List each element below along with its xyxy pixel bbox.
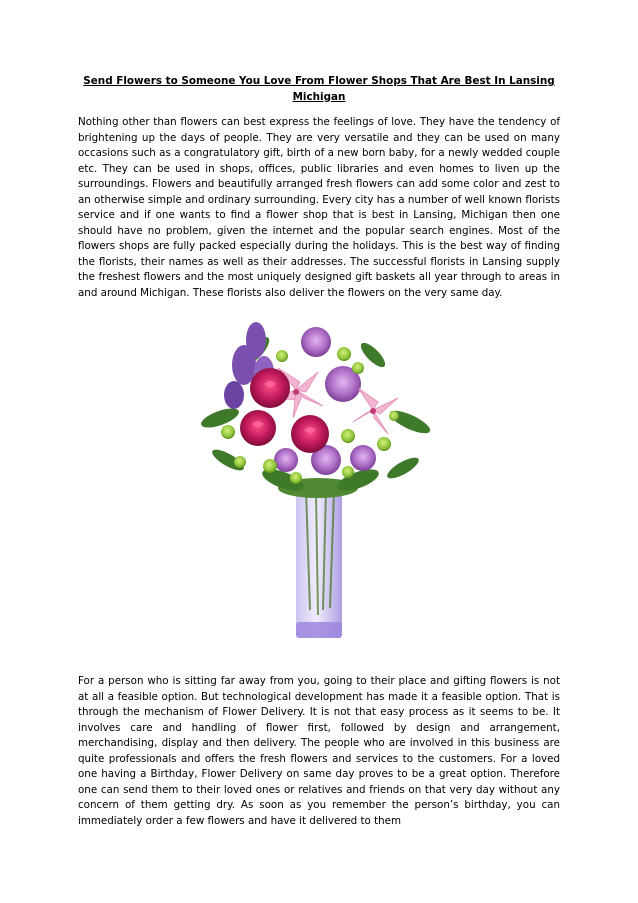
bouquet-image [198,310,438,640]
magenta-roses [240,368,329,453]
vase [296,488,342,638]
body-paragraph-2: For a person who is sitting far away from you, going to their place and gifting flowers is not at all a feasible option. But technological development has made it a feasible option. That is through the mechanism of Flower Delivery. It is not that easy process as it seems to be. It involves care and handling of flower first, followed by design and arrangement, merchandising, display and then delivery. The people who are involved in this business are quite professionals and offers the fresh flowers and services to the customers. For a loved one having a Birthday, Flower Delivery on same day proves to be a great option. Therefore one can send them to their loved ones or relatives and friends on that very day without any concern of them getting dry. As soon as you remember the person’s birthday, you can immediately order a few flowers and have it delivered to them [78,675,560,827]
lavender-roses [274,327,376,475]
body-paragraph-1: Nothing other than flowers can best express the feelings of love. They have the tendency of brightening up the days of people. They are very versatile and they can be used on many occasions such as a congratulatory gift, birth of a new born baby, for a newly wedded couple etc. They can be used in shops, offices, public libraries and even homes to liven up the surroundings. Flowers and beautifully arranged fresh flowers can add some color and zest to an otherwise simple and ordinary surrounding. Every city has a number of well known florists service and if one wants to find a flower shop that is best in Lansing, Michigan then one should have no problem, given the internet and the popular search engines. Most of the flowers shops are fully packed especially during the holidays. This is the best way of finding the florists, their names as well as their addresses. The successful florists in Lansing supply the freshest flowers and the most uniquely designed gift baskets all year through to areas in and around Michigan. These florists also deliver the flowers on the very same day. [78,116,560,299]
document-title: Send Flowers to Someone You Love From Flower Shops That Are Best In Lansing Michigan [83,75,555,103]
